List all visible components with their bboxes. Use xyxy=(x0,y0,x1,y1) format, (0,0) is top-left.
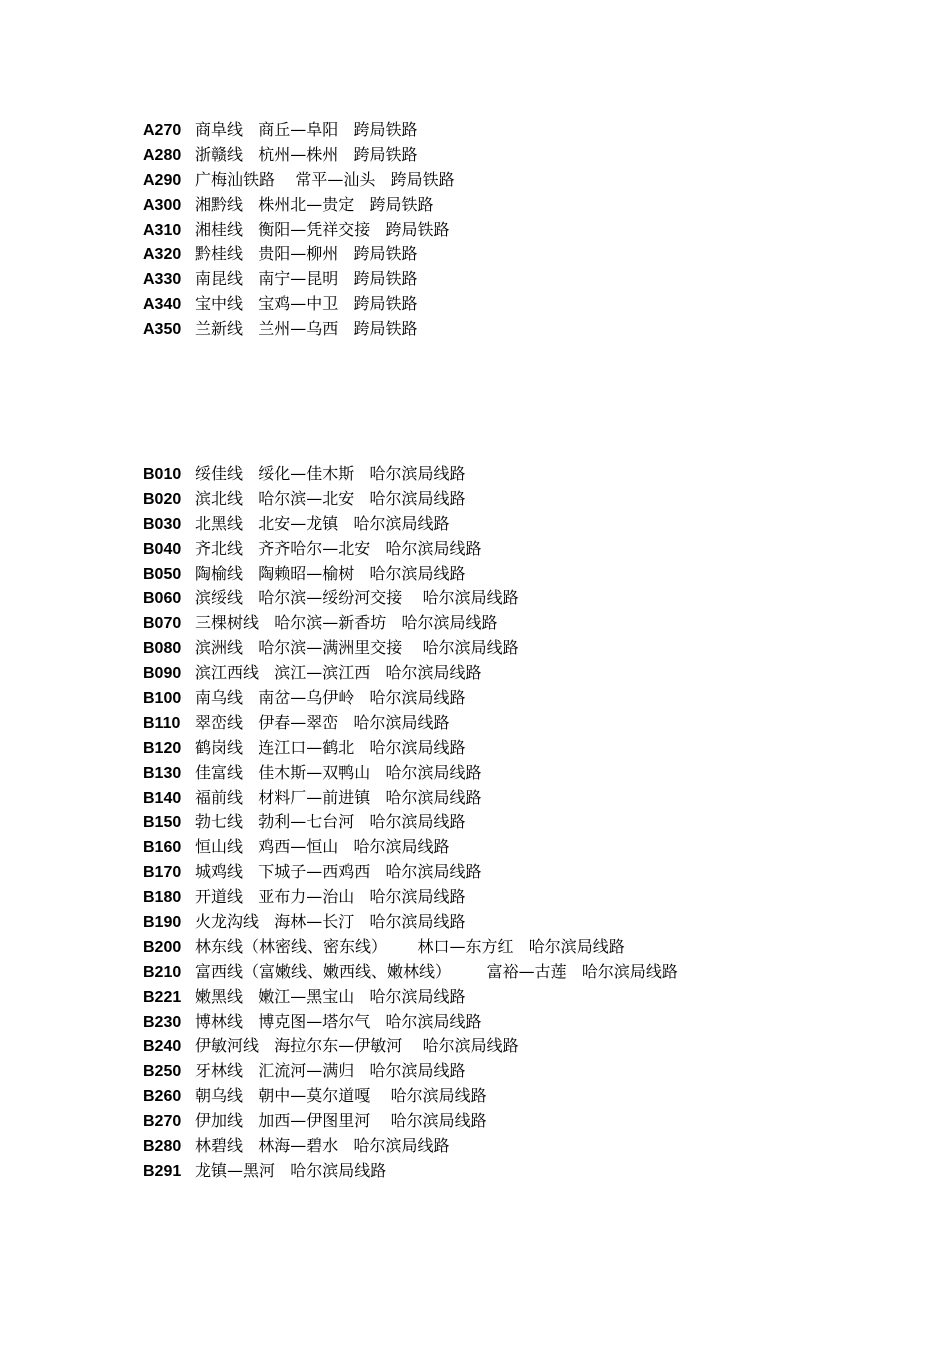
line-description: 绥佳线 绥化—佳木斯 哈尔滨局线路 xyxy=(195,464,466,483)
line-description: 湘黔线 株州北—贵定 跨局铁路 xyxy=(195,194,434,214)
line-code: A310 xyxy=(143,221,182,239)
line-code: B260 xyxy=(143,1088,182,1106)
line-code: B250 xyxy=(143,1063,182,1081)
railway-line-row xyxy=(143,1059,678,1084)
railway-line-row xyxy=(143,1109,678,1134)
line-description: 林碧线 林海—碧水 哈尔滨局线路 xyxy=(195,1136,450,1156)
railway-line-row xyxy=(143,810,678,835)
line-code: B280 xyxy=(143,1138,182,1156)
line-description: 浙赣线 杭州—株州 跨局铁路 xyxy=(195,144,418,164)
line-description: 龙镇—黑河 哈尔滨局线路 xyxy=(195,1160,387,1180)
line-description: 火龙沟线 海林—长汀 哈尔滨局线路 xyxy=(195,912,466,932)
line-description: 林东线（林密线、密东线） 林口—东方红 哈尔滨局线路 xyxy=(195,936,625,956)
line-description: 陶榆线 陶赖昭—榆树 哈尔滨局线路 xyxy=(195,563,466,583)
line-description: 南昆线 南宁—昆明 跨局铁路 xyxy=(195,269,418,289)
line-description: 齐北线 齐齐哈尔—北安 哈尔滨局线路 xyxy=(195,538,482,558)
railway-line-row xyxy=(143,168,455,193)
line-description: 鹤岗线 连江口—鹤北 哈尔滨局线路 xyxy=(195,737,466,757)
line-code: A340 xyxy=(143,296,182,314)
line-description: 宝中线 宝鸡—中卫 跨局铁路 xyxy=(195,294,418,314)
railway-line-row xyxy=(143,562,678,587)
line-code: B200 xyxy=(143,938,182,956)
line-description: 福前线 材料厂—前进镇 哈尔滨局线路 xyxy=(195,787,482,807)
line-description: 勃七线 勃利—七台河 哈尔滨局线路 xyxy=(195,812,466,832)
line-code: A320 xyxy=(143,246,182,264)
line-description: 滨洲线 哈尔滨—满洲里交接 哈尔滨局线路 xyxy=(195,638,519,658)
line-description: 湘桂线 衡阳—凭祥交接 跨局铁路 xyxy=(195,219,450,239)
railway-line-row xyxy=(143,611,678,636)
railway-line-row xyxy=(143,1159,678,1184)
line-code: B160 xyxy=(143,839,182,857)
railway-line-row xyxy=(143,193,455,218)
line-code: B190 xyxy=(143,914,182,932)
line-code: B180 xyxy=(143,889,182,907)
section-b-list xyxy=(143,462,678,1184)
railway-line-row xyxy=(143,1034,678,1059)
line-code: B100 xyxy=(143,690,182,708)
line-description: 滨江西线 滨江—滨江西 哈尔滨局线路 xyxy=(195,663,482,683)
railway-line-row xyxy=(143,960,678,985)
line-description: 嫩黑线 嫩江—黑宝山 哈尔滨局线路 xyxy=(195,986,466,1006)
railway-line-row xyxy=(143,910,678,935)
railway-line-row xyxy=(143,586,678,611)
railway-line-row xyxy=(143,686,678,711)
railway-line-row xyxy=(143,835,678,860)
railway-line-row xyxy=(143,512,678,537)
line-description: 商阜线 商丘—阜阳 跨局铁路 xyxy=(195,120,418,139)
line-code: B170 xyxy=(143,864,182,882)
line-code: B010 xyxy=(143,466,182,483)
line-description: 博林线 博克图—塔尔气 哈尔滨局线路 xyxy=(195,1011,482,1031)
railway-line-row xyxy=(143,242,455,267)
line-code: B030 xyxy=(143,515,182,533)
line-code: B140 xyxy=(143,789,182,807)
line-description: 开道线 亚布力—治山 哈尔滨局线路 xyxy=(195,887,466,907)
railway-line-row xyxy=(143,985,678,1010)
railway-line-row xyxy=(143,636,678,661)
railway-line-row xyxy=(143,761,678,786)
line-description: 富西线（富嫩线、嫩西线、嫩林线） 富裕—古莲 哈尔滨局线路 xyxy=(195,961,678,981)
line-code: B060 xyxy=(143,590,182,608)
line-code: B240 xyxy=(143,1038,182,1056)
line-description: 广梅汕铁路 常平—汕头 跨局铁路 xyxy=(195,169,455,189)
line-code: B291 xyxy=(143,1162,182,1180)
line-code: A270 xyxy=(143,122,182,139)
line-code: B090 xyxy=(143,665,182,683)
line-description: 三棵树线 哈尔滨—新香坊 哈尔滨局线路 xyxy=(195,613,498,633)
railway-line-row xyxy=(143,537,678,562)
railway-line-row xyxy=(143,786,678,811)
line-code: B130 xyxy=(143,764,182,782)
railway-line-row xyxy=(143,317,455,342)
railway-line-row xyxy=(143,711,678,736)
line-code: A300 xyxy=(143,196,182,214)
railway-line-row xyxy=(143,736,678,761)
line-description: 牙林线 汇流河—满归 哈尔滨局线路 xyxy=(195,1061,466,1081)
line-code: A290 xyxy=(143,171,182,189)
line-code: B080 xyxy=(143,640,182,658)
line-description: 佳富线 佳木斯—双鸭山 哈尔滨局线路 xyxy=(195,762,482,782)
line-description: 伊敏河线 海拉尔东—伊敏河 哈尔滨局线路 xyxy=(195,1036,519,1056)
line-code: B270 xyxy=(143,1113,182,1131)
railway-line-row xyxy=(143,661,678,686)
line-code: B040 xyxy=(143,540,182,558)
railway-line-row xyxy=(143,143,455,168)
line-description: 伊加线 加西—伊图里河 哈尔滨局线路 xyxy=(195,1111,487,1131)
line-code: B221 xyxy=(143,988,182,1006)
line-description: 朝乌线 朝中—莫尔道嘎 哈尔滨局线路 xyxy=(195,1086,487,1106)
line-code: B050 xyxy=(143,565,182,583)
line-description: 南乌线 南岔—乌伊岭 哈尔滨局线路 xyxy=(195,688,466,708)
railway-line-row xyxy=(143,885,678,910)
line-code: B110 xyxy=(143,714,181,732)
railway-line-row xyxy=(143,860,678,885)
railway-line-row xyxy=(143,218,455,243)
line-code: B120 xyxy=(143,739,182,757)
line-description: 城鸡线 下城子—西鸡西 哈尔滨局线路 xyxy=(195,862,482,882)
line-code: B150 xyxy=(143,814,182,832)
railway-line-row xyxy=(143,1084,678,1109)
line-description: 滨北线 哈尔滨—北安 哈尔滨局线路 xyxy=(195,488,466,508)
line-code: B070 xyxy=(143,615,182,633)
railway-line-row xyxy=(143,267,455,292)
line-description: 黔桂线 贵阳—柳州 跨局铁路 xyxy=(195,244,418,264)
railway-line-row xyxy=(143,462,678,487)
line-code: B230 xyxy=(143,1013,182,1031)
line-code: B210 xyxy=(143,963,182,981)
railway-line-row xyxy=(143,487,678,512)
line-description: 兰新线 兰州—乌西 跨局铁路 xyxy=(195,319,418,339)
line-description: 滨绥线 哈尔滨—绥纷河交接 哈尔滨局线路 xyxy=(195,588,519,608)
line-code: B020 xyxy=(143,490,182,508)
railway-line-row xyxy=(143,1010,678,1035)
line-description: 翠峦线 伊春—翠峦 哈尔滨局线路 xyxy=(195,712,450,732)
railway-line-row xyxy=(143,118,455,143)
line-description: 恒山线 鸡西—恒山 哈尔滨局线路 xyxy=(195,837,450,857)
line-code: A350 xyxy=(143,321,182,339)
line-description: 北黑线 北安—龙镇 哈尔滨局线路 xyxy=(195,513,450,533)
line-code: A330 xyxy=(143,271,182,289)
section-a-list xyxy=(143,118,455,342)
railway-line-row xyxy=(143,292,455,317)
railway-line-row xyxy=(143,1134,678,1159)
railway-line-row xyxy=(143,935,678,960)
line-code: A280 xyxy=(143,146,182,164)
